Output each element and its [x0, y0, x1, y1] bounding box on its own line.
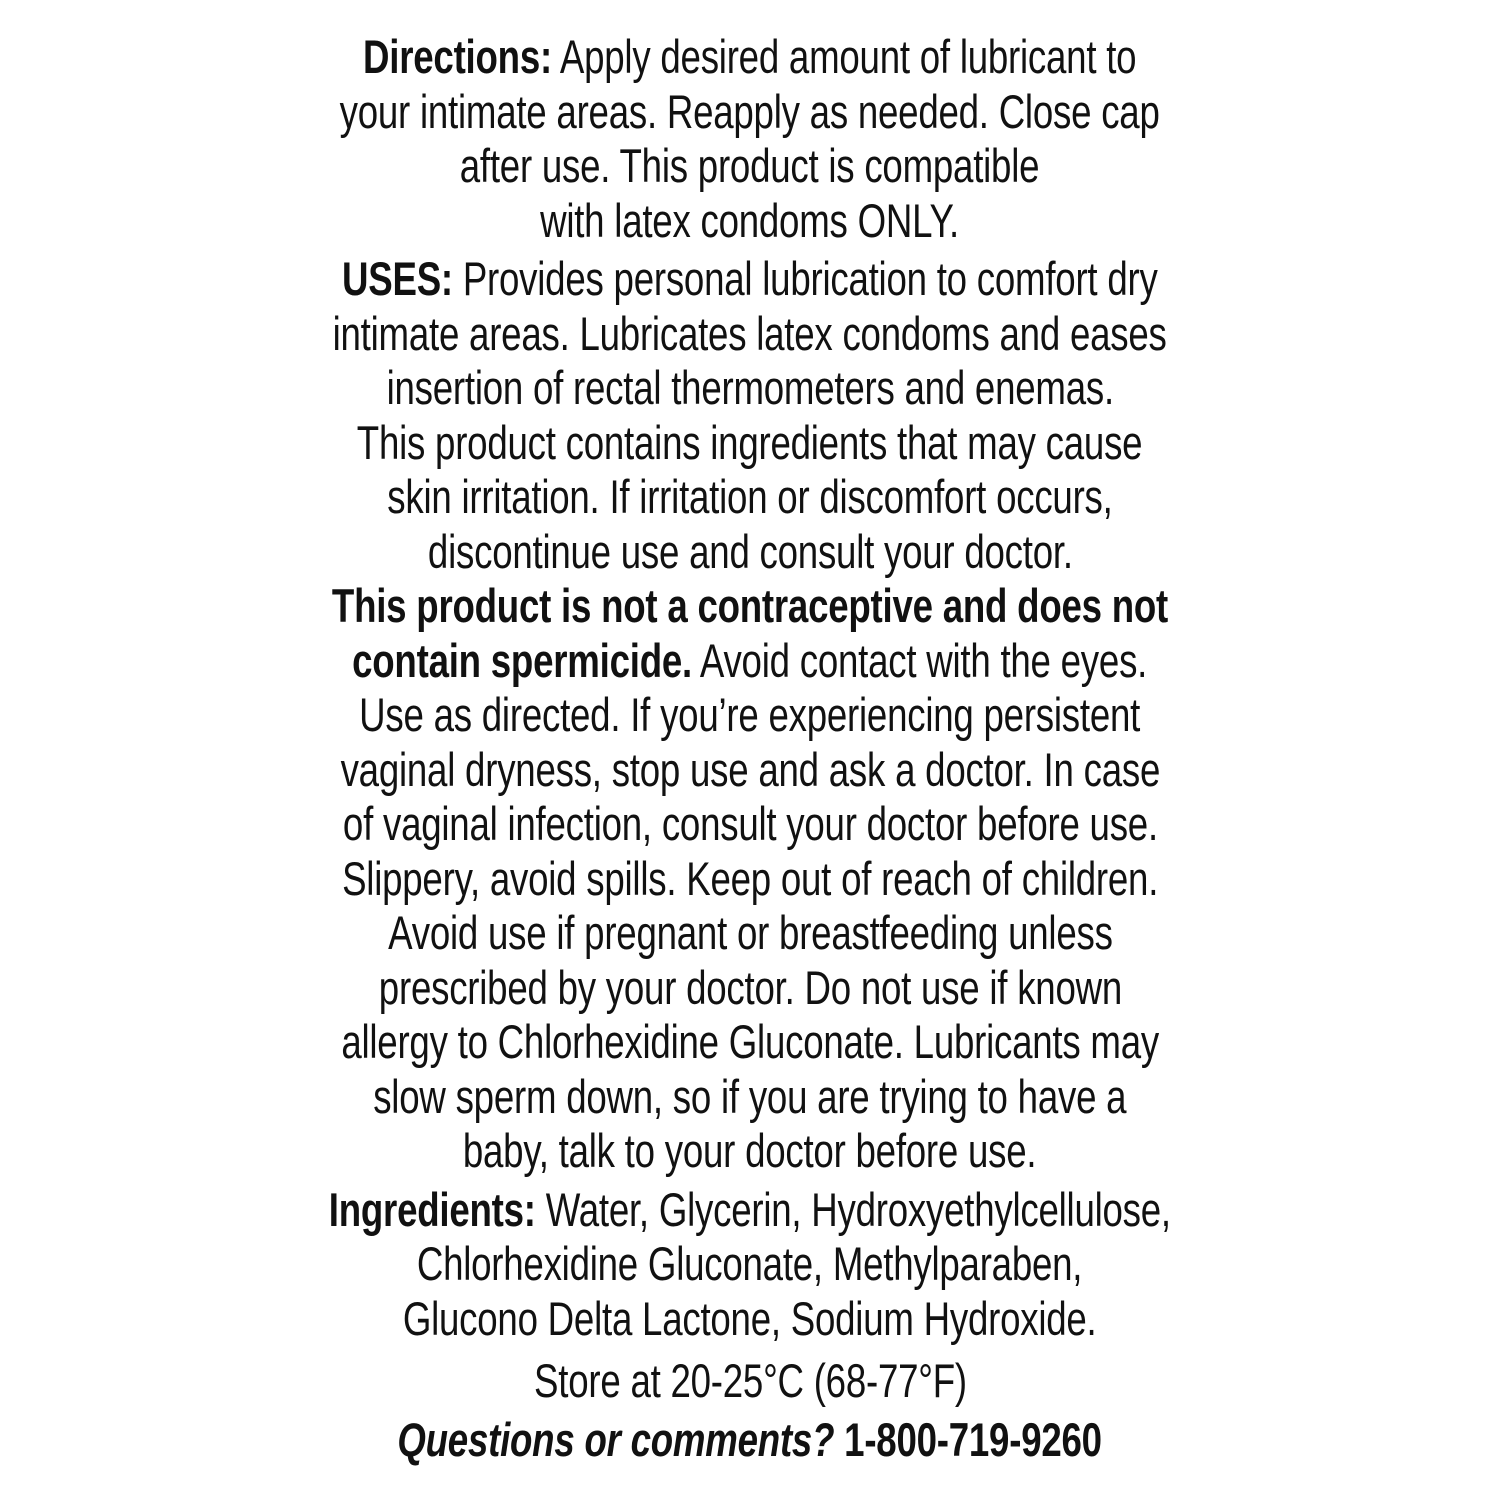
warning-section	[0, 579, 1500, 1179]
warning-text: Avoid contact with the eyes.	[692, 633, 1148, 687]
ingredients-text: Glucono Delta Lactone, Sodium Hydroxide.	[403, 1291, 1097, 1345]
directions-text: with latex condoms ONLY.	[540, 193, 960, 247]
uses-text: Provides personal lubrication to comfort dry	[453, 252, 1158, 305]
warning-text: of vaginal infection, consult your doctor before use.	[342, 797, 1158, 850]
storage-section	[0, 1354, 1500, 1409]
warning-text: prescribed by your doctor. Do not use if known	[378, 960, 1122, 1014]
warning-text: vaginal dryness, stop use and ask a doctor. In case	[340, 742, 1160, 796]
contact-section	[0, 1413, 1500, 1468]
uses-text: skin irritation. If irritation or discomfort occurs,	[387, 470, 1113, 523]
uses-section	[0, 252, 1500, 579]
uses-heading: USES:	[342, 252, 454, 305]
uses-text: insertion of rectal thermometers and enemas.	[386, 361, 1114, 414]
ingredients-text: Water, Glycerin, Hydroxyethylcellulose,	[535, 1182, 1172, 1236]
warning-text: Slippery, avoid spills. Keep out of reach of children.	[341, 851, 1159, 905]
ingredients-heading: Ingredients:	[328, 1182, 536, 1236]
ingredients-section	[0, 1183, 1500, 1347]
warning-text: slow sperm down, so if you are trying to have a	[373, 1069, 1127, 1123]
warning-text: allergy to Chlorhexidine Gluconate. Lubricants may	[341, 1015, 1159, 1068]
warning-text: baby, talk to your doctor before use.	[463, 1124, 1037, 1177]
warning-text: Use as directed. If you’re experiencing persistent	[359, 688, 1141, 741]
contraceptive-warning: This product is not a contraceptive and does not	[331, 579, 1169, 632]
directions-section	[0, 30, 1500, 248]
directions-text: your intimate areas. Reapply as needed. Close cap	[340, 84, 1160, 138]
directions-text: after use. This product is compatible	[460, 139, 1040, 192]
uses-text: discontinue use and consult your doctor.	[427, 524, 1073, 578]
directions-text: Apply desired amount of lubricant to	[552, 30, 1137, 83]
warning-text: Avoid use if pregnant or breastfeeding unless	[387, 906, 1113, 959]
contact-question: Questions or comments?	[397, 1412, 835, 1466]
contact-phone: 1-800-719-9260	[834, 1412, 1103, 1466]
ingredients-text: Chlorhexidine Gluconate, Methylparaben,	[417, 1237, 1083, 1290]
product-label	[0, 30, 1500, 1467]
uses-text: intimate areas. Lubricates latex condoms and eases	[333, 306, 1167, 360]
directions-heading: Directions:	[363, 30, 553, 83]
storage-text: Store at 20-25°C (68-77°F)	[533, 1354, 967, 1407]
uses-text: This product contains ingredients that may cause	[357, 415, 1143, 469]
contraceptive-warning: contain spermicide.	[352, 633, 693, 687]
